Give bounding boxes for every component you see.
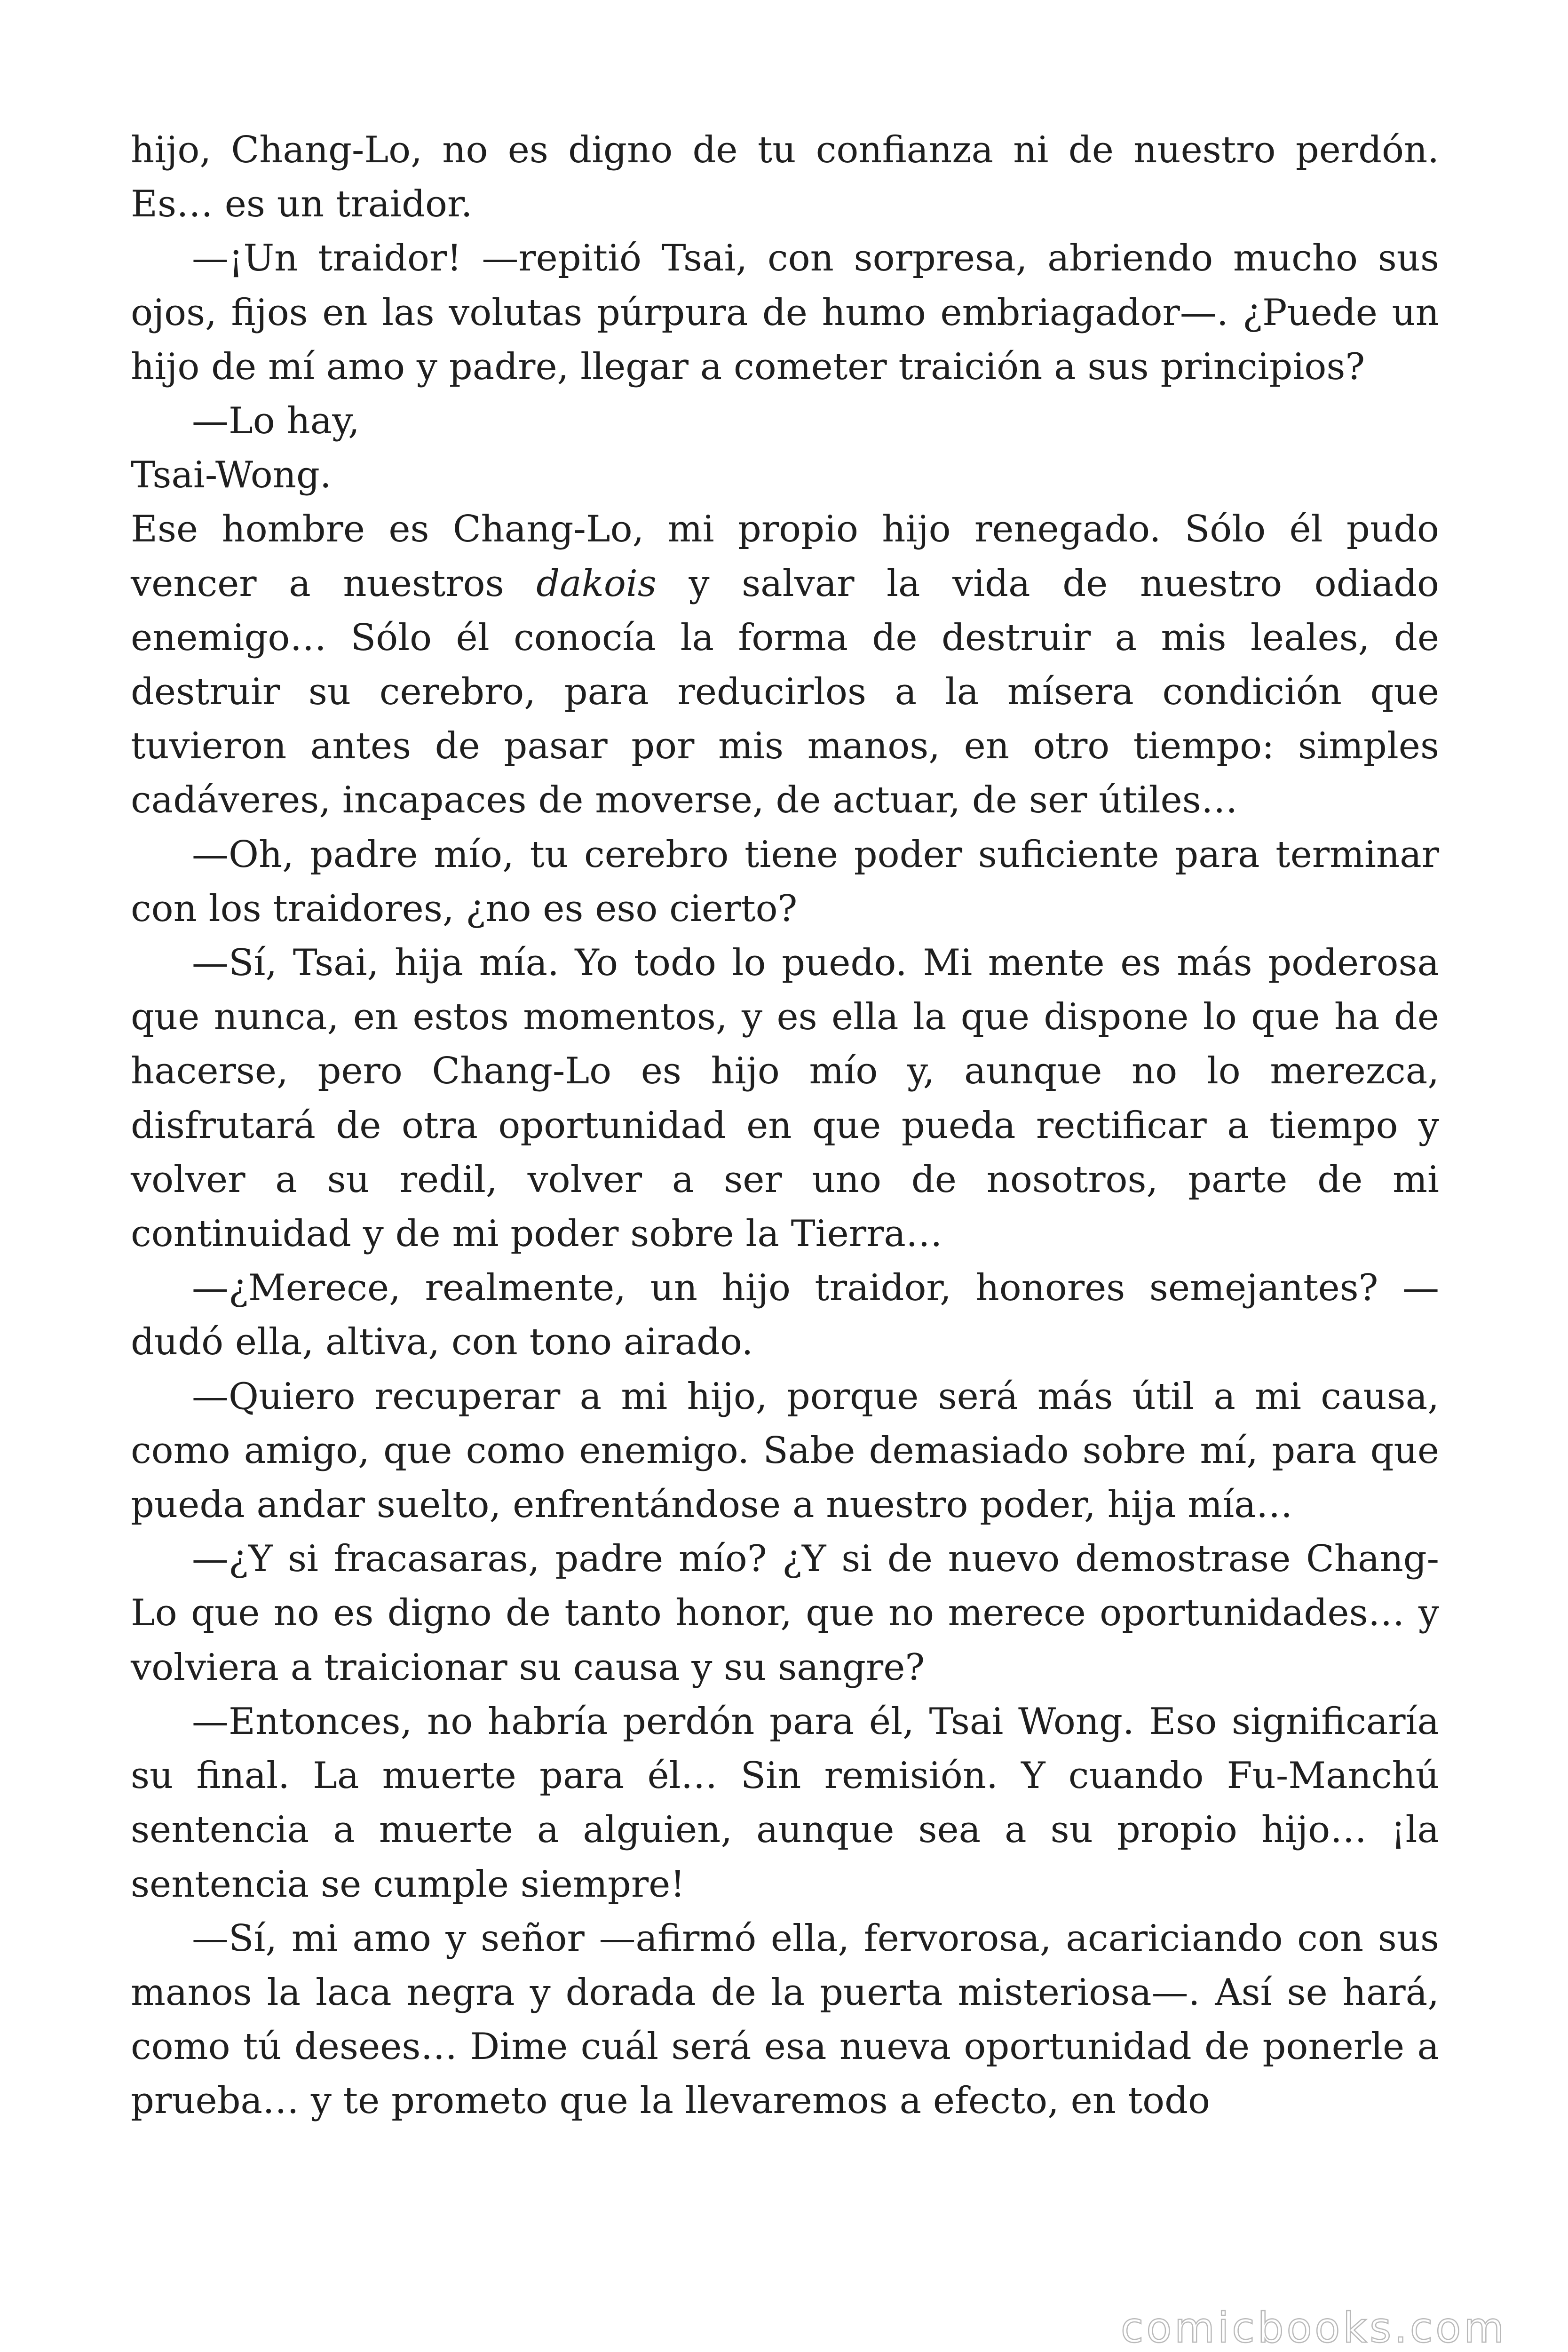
paragraph-3: —Lo hay, bbox=[192, 400, 360, 443]
paragraph-7: —Sí, Tsai, hija mía. Yo todo lo puedo. Mi mente es más poderosa que nunca, en estos momentos, y es ella la que dispone lo que ha de hacerse, pero Chang-Lo es hijo mío y, aunque no lo merezca, disfrutará de otra oportunidad en que pueda rectificar a tiempo y volver a su redil, volver a ser uno de nosotros, parte de mi continuidad y de mi poder sobre la Tierra… bbox=[131, 942, 1439, 1255]
body-text bbox=[131, 123, 1439, 2129]
paragraph-9: —Quiero recuperar a mi hijo, porque será más útil a mi causa, como amigo, que como enemigo. Sabe demasiado sobre mí, para que pueda andar suelto, enfrentándose a nuestro poder, hija mía… bbox=[131, 1375, 1439, 1526]
paragraph-2: —¡Un traidor! —repitió Tsai, con sorpresa, abriendo mucho sus ojos, fijos en las volutas púrpura de humo embriagador—. ¿Puede un hijo de mí amo y padre, llegar a cometer traición a sus principios? bbox=[131, 237, 1439, 388]
paragraph-11: —Entonces, no habría perdón para él, Tsai Wong. Eso significaría su final. La muerte para él… Sin remisión. Y cuando Fu-Manchú sentencia a muerte a alguien, aunque sea a su propio hijo… ¡la sentencia se cumple siempre! bbox=[131, 1700, 1439, 1906]
watermark-logo: comicbooks.com bbox=[1120, 2304, 1507, 2352]
paragraph-5-emphasis: dakois bbox=[536, 562, 657, 605]
paragraph-5-text-after: y salvar la vida de nuestro odiado enemigo… Sólo él conocía la forma de destruir a mis leales, de destruir su cerebro, para reducirlos a la mísera condición que tuvieron antes de pasar por mis manos, en otro tiempo: simples cadáveres, incapaces de moverse, de actuar, de ser útiles… bbox=[131, 562, 1440, 822]
paragraph-1: hijo, Chang-Lo, no es digno de tu confianza ni de nuestro perdón. Es… es un traidor. bbox=[131, 129, 1439, 226]
paragraph-8: —¿Merece, realmente, un hijo traidor, honores semejantes? —dudó ella, altiva, con tono airado. bbox=[131, 1267, 1439, 1364]
paragraph-10: —¿Y si fracasaras, padre mío? ¿Y si de nuevo demostrase Chang-Lo que no es digno de tanto honor, que no merece oportunidades… y volviera a traicionar su causa y su sangre? bbox=[131, 1538, 1439, 1689]
paragraph-5-text-before: Ese hombre es Chang-Lo, mi propio hijo renegado. Sólo él pudo vencer a nuestros bbox=[131, 508, 1439, 605]
paragraph-6: —Oh, padre mío, tu cerebro tiene poder suficiente para terminar con los traidores, ¿no es eso cierto? bbox=[131, 833, 1439, 930]
paragraph-12: —Sí, mi amo y señor —afirmó ella, fervorosa, acariciando con sus manos la laca negra y dorada de la puerta misteriosa—. Así se hará, como tú desees… Dime cuál será esa nueva oportunidad de ponerle a prueba… y te prometo que la llevaremos a efecto, en todo bbox=[131, 1917, 1439, 2122]
paragraph-5 bbox=[131, 502, 1439, 827]
paragraph-4: Tsai-Wong. bbox=[131, 454, 332, 497]
